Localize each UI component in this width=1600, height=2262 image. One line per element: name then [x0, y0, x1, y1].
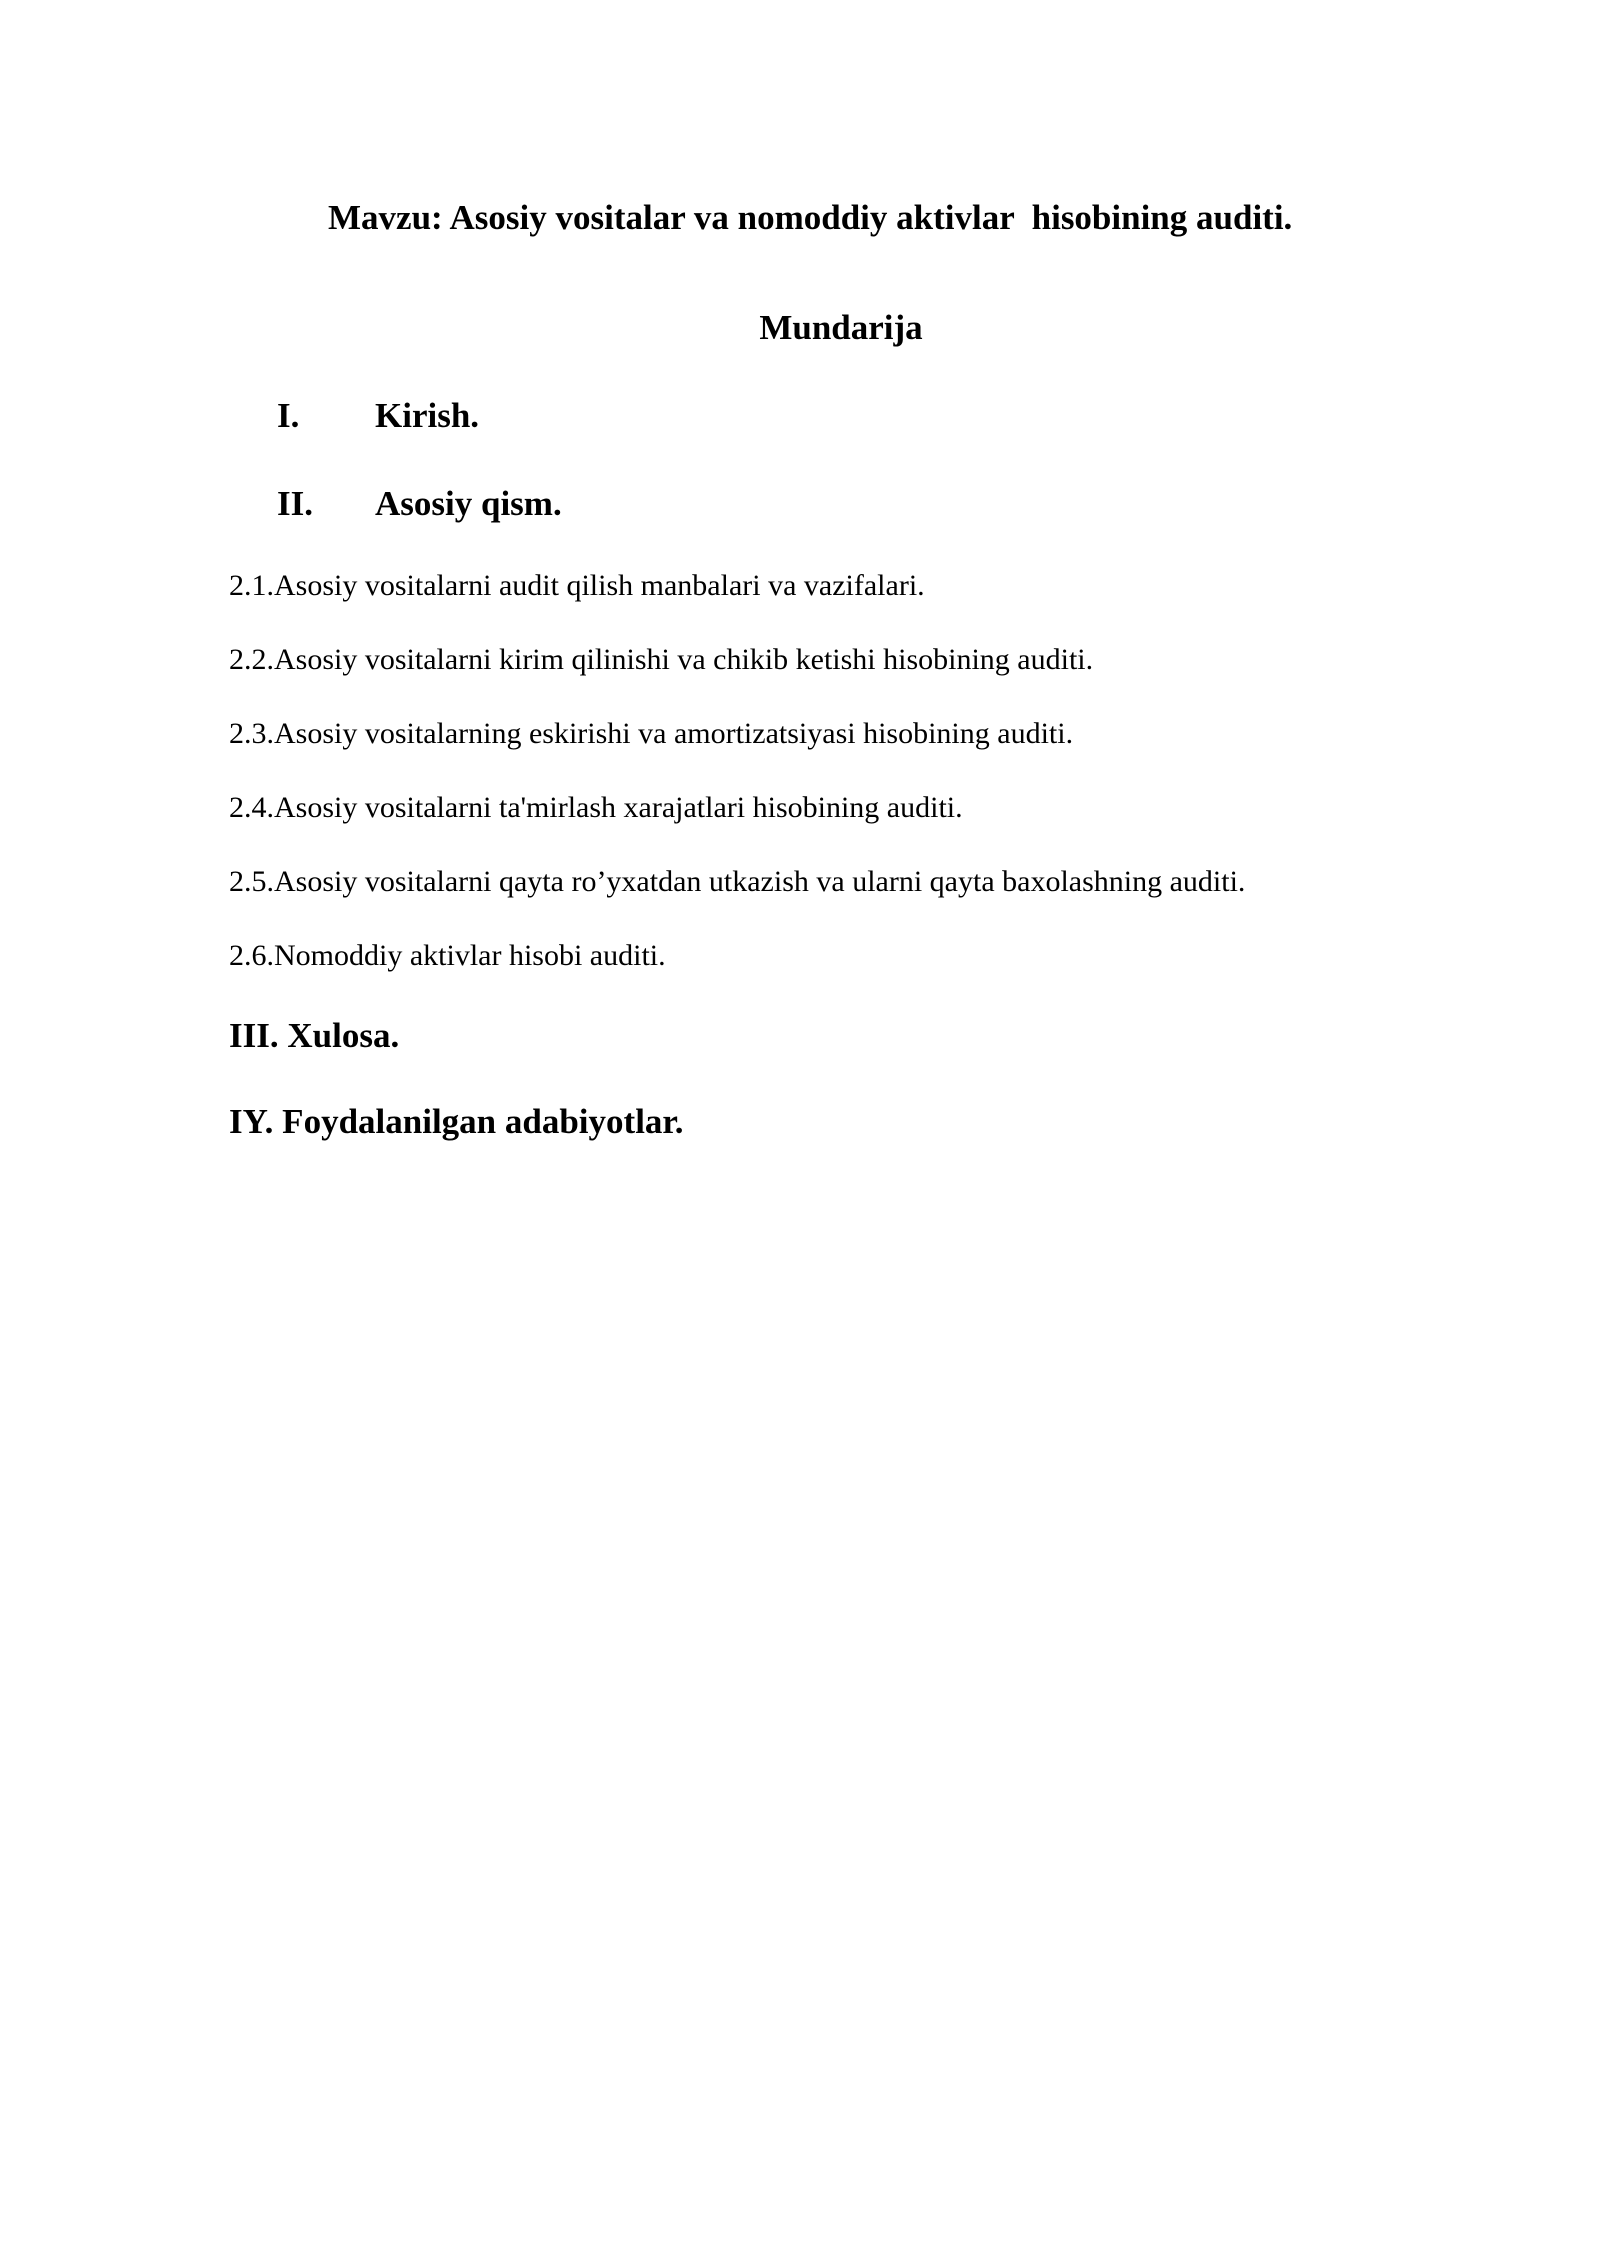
toc-section-number: II.	[277, 484, 313, 523]
toc-subsection-2-2: 2.2.Asosiy vositalarni kirim qilinishi va chikib ketishi hisobining auditi.	[229, 643, 1094, 676]
toc-subsection-2-4: 2.4.Asosiy vositalarni ta'mirlash xarajatlari hisobining auditi.	[229, 791, 963, 824]
toc-subsection-2-1: 2.1.Asosiy vositalarni audit qilish manbalari va vazifalari.	[229, 569, 925, 602]
document-title: Mavzu: Asosiy vositalar va nomoddiy aktivlar hisobining auditi.	[328, 198, 1293, 237]
toc-heading: Mundarija	[759, 308, 923, 347]
toc-section-3: III. Xulosa.	[229, 1016, 400, 1055]
toc-section-label: Asosiy qism.	[375, 484, 562, 523]
toc-section-2	[277, 482, 562, 526]
toc-subsection-2-3: 2.3.Asosiy vositalarning eskirishi va amortizatsiyasi hisobining auditi.	[229, 717, 1074, 750]
toc-section-number: I.	[277, 396, 300, 435]
toc-section-4: IY. Foydalanilgan adabiyotlar.	[229, 1102, 684, 1141]
toc-subsection-2-5: 2.5.Asosiy vositalarni qayta ro’yxatdan utkazish va ularni qayta baxolashning auditi.	[229, 865, 1246, 898]
toc-subsection-2-6: 2.6.Nomoddiy aktivlar hisobi auditi.	[229, 939, 666, 972]
toc-section-1	[277, 394, 479, 438]
toc-section-label: Kirish.	[375, 396, 480, 435]
